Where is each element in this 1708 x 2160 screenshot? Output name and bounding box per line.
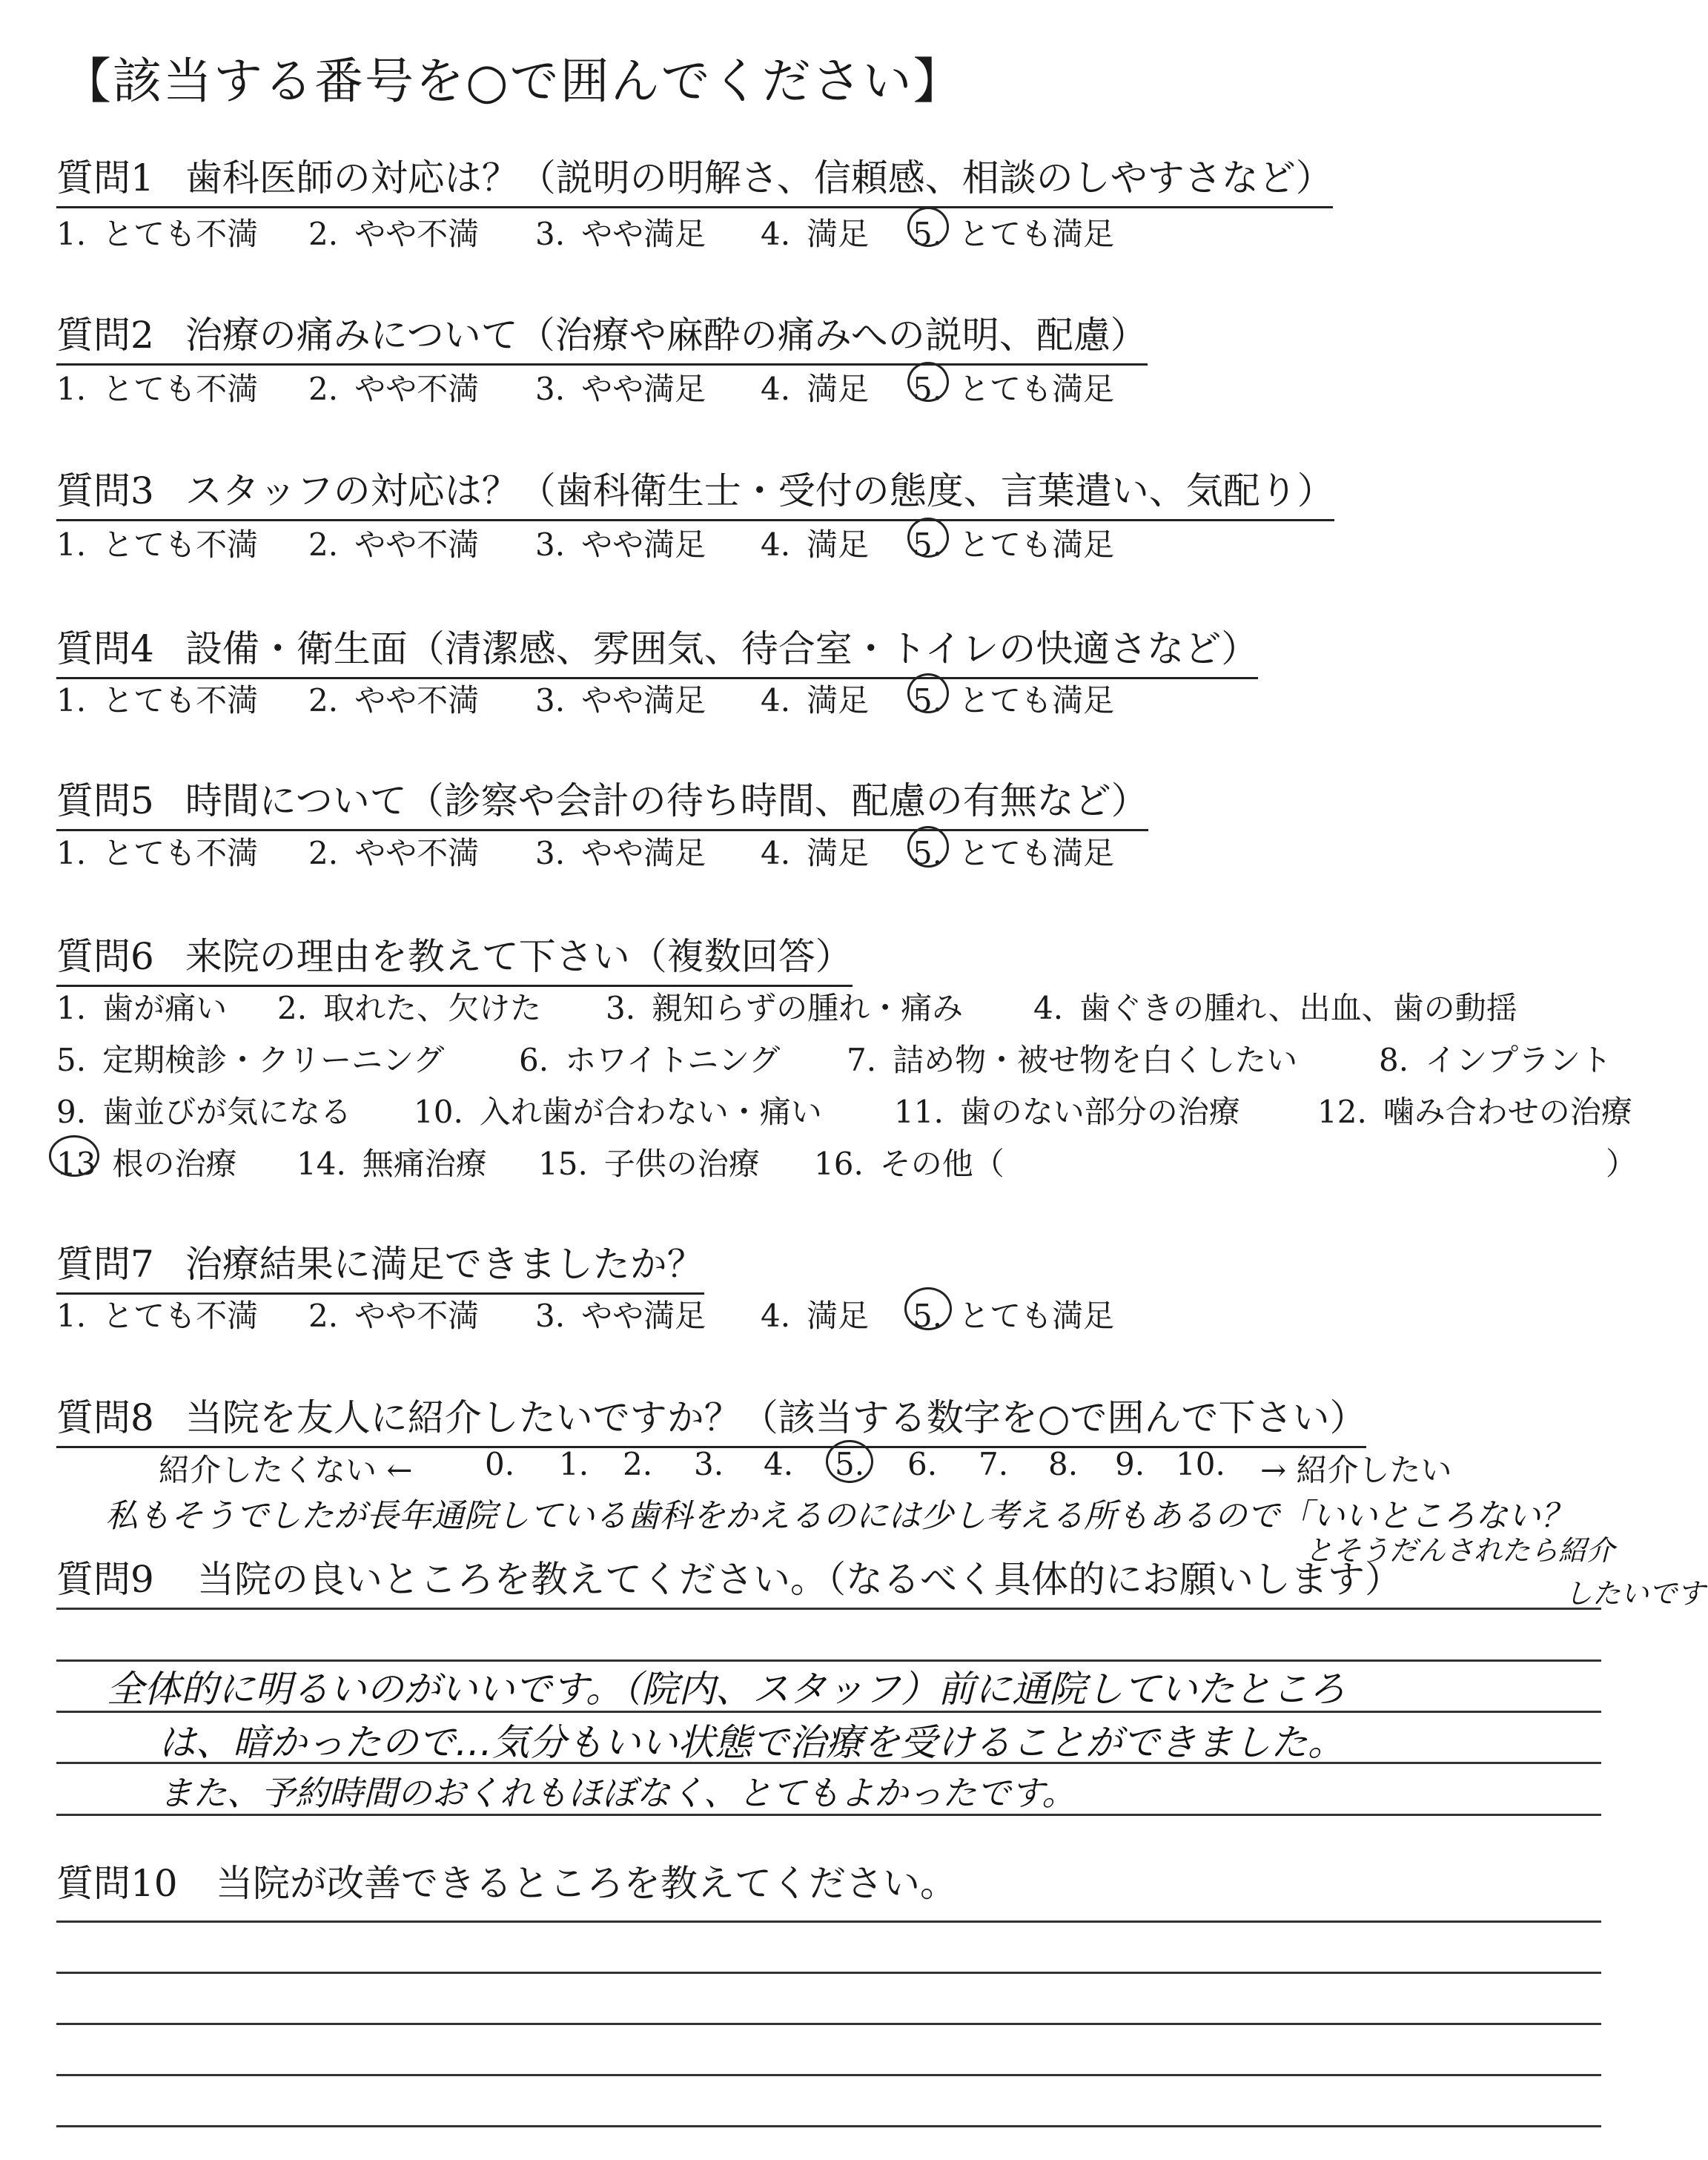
question-9-number: 質問9	[56, 1558, 154, 1601]
question-2-number: 質問2	[56, 314, 154, 357]
q10-answer-line-1[interactable]	[56, 1920, 1601, 1923]
question-3-text: スタッフの対応は？（歯科衛生士・受付の態度、言葉遣い、気配り）	[185, 469, 1334, 512]
q7-option-1[interactable]: 1. とても不満	[56, 1298, 259, 1334]
scale-1[interactable]: 1.	[559, 1446, 589, 1482]
scale-10[interactable]: 10.	[1176, 1446, 1225, 1482]
q5-option-5[interactable]: 5. とても満足	[913, 835, 1115, 871]
q4-option-5[interactable]: 5. とても満足	[913, 682, 1115, 719]
question-4-number: 質問4	[56, 627, 154, 670]
question-7-number: 質問7	[56, 1243, 154, 1286]
q6-option-12[interactable]: 12. 噛み合わせの治療	[1317, 1094, 1632, 1130]
scale-7[interactable]: 7.	[979, 1446, 1009, 1482]
q5-option-1[interactable]: 1. とても不満	[56, 835, 259, 871]
q1-option-4[interactable]: 4. 満足	[761, 216, 870, 252]
question-6-text: 来院の理由を教えて下さい（複数回答）	[185, 935, 853, 978]
q6-option-3[interactable]: 3. 親知らずの腫れ・痛み	[606, 990, 964, 1026]
q6-option-1[interactable]: 1. 歯が痛い	[56, 990, 228, 1026]
q7-option-5[interactable]: 5. とても満足	[913, 1298, 1115, 1334]
q2-selected-circle	[907, 362, 949, 402]
q8-handwritten-comment-line-3: したいです	[1564, 1577, 1706, 1610]
q6-option-15[interactable]: 15. 子供の治療	[538, 1146, 760, 1182]
question-7-heading	[56, 1235, 704, 1295]
q3-option-5[interactable]: 5. とても満足	[913, 526, 1115, 563]
q5-option-2[interactable]: 2. やや不満	[308, 835, 480, 871]
q6-option-8[interactable]: 8. インプラント	[1379, 1042, 1612, 1078]
question-3-heading	[56, 461, 1334, 521]
q8-handwritten-comment-line-1: 私もそうでしたが長年通院している歯科をかえるのには少し考える所もあるので「いいところない？	[105, 1497, 1573, 1535]
q2-option-4[interactable]: 4. 満足	[761, 371, 870, 407]
scale-6[interactable]: 6.	[907, 1446, 938, 1482]
question-9-text: 当院の良いところを教えてください。（なるべく具体的にお願いします）	[197, 1558, 1402, 1601]
q10-answer-line-3[interactable]	[56, 2023, 1601, 2025]
q6-selected-circle	[49, 1135, 99, 1177]
scale-2[interactable]: 2.	[623, 1446, 653, 1482]
question-7-text: 治療結果に満足できましたか？	[185, 1243, 704, 1286]
q5-option-3[interactable]: 3. やや満足	[535, 835, 706, 871]
q6-option-14[interactable]: 14. 無痛治療	[297, 1146, 487, 1182]
q4-selected-circle	[907, 673, 949, 713]
q1-option-3[interactable]: 3. やや満足	[535, 216, 706, 252]
scale-right-label: → 紹介したい	[1260, 1452, 1452, 1488]
question-2-heading	[56, 305, 1148, 366]
scale-5[interactable]: 5.	[835, 1446, 865, 1482]
q9-handwritten-answer-line-3: また、予約時間のおくれもほぼなく、とてもよかったです。	[159, 1773, 1076, 1813]
q4-option-4[interactable]: 4. 満足	[761, 682, 870, 719]
q7-option-4[interactable]: 4. 満足	[761, 1298, 870, 1334]
q2-option-1[interactable]: 1. とても不満	[56, 371, 259, 407]
q2-option-2[interactable]: 2. やや不満	[308, 371, 480, 407]
question-2-text: 治療の痛みについて（治療や麻酔の痛みへの説明、配慮）	[185, 314, 1148, 357]
q4-option-1[interactable]: 1. とても不満	[56, 682, 259, 719]
q10-answer-line-2[interactable]	[56, 1972, 1601, 1974]
q1-selected-circle	[907, 207, 949, 247]
question-1-number: 質問1	[56, 156, 154, 199]
question-6-number: 質問6	[56, 935, 154, 978]
q6-option-16-close: ）	[1606, 1146, 1638, 1182]
q6-option-9[interactable]: 9. 歯並びが気になる	[56, 1094, 352, 1130]
q6-option-13[interactable]: 13 根の治療	[56, 1146, 237, 1182]
question-8-number: 質問8	[56, 1396, 154, 1439]
question-5-heading	[56, 771, 1148, 831]
q2-option-3[interactable]: 3. やや満足	[535, 371, 706, 407]
form-title: 【該当する番号を○で囲んでください】	[62, 53, 964, 110]
q6-option-5[interactable]: 5. 定期検診・クリーニング	[56, 1042, 445, 1078]
q4-option-2[interactable]: 2. やや不満	[308, 682, 480, 719]
q6-option-6[interactable]: 6. ホワイトニング	[519, 1042, 781, 1078]
q3-selected-circle	[907, 518, 949, 558]
question-10-text: 当院が改善できるところを教えてください。	[216, 1862, 957, 1905]
question-8-text: 当院を友人に紹介したいですか？（該当する数字を○で囲んで下さい）	[185, 1396, 1367, 1439]
q9-handwritten-answer-line-2: は、暗かったので…気分もいい状態で治療を受けることができました。	[159, 1721, 1345, 1764]
q10-answer-line-4[interactable]	[56, 2074, 1601, 2076]
scale-9[interactable]: 9.	[1115, 1446, 1145, 1482]
question-8-heading	[56, 1388, 1366, 1448]
q6-option-4[interactable]: 4. 歯ぐきの腫れ、出血、歯の動揺	[1033, 990, 1517, 1026]
question-4-text: 設備・衛生面（清潔感、雰囲気、待合室・トイレの快適さなど）	[185, 627, 1259, 670]
q9-answer-line-1	[56, 1608, 1601, 1610]
scale-8[interactable]: 8.	[1048, 1446, 1079, 1482]
q9-handwritten-answer-line-1: 全体的に明るいのがいいです。（院内、スタッフ）前に通院していたところ	[107, 1668, 1345, 1711]
q3-option-3[interactable]: 3. やや満足	[535, 526, 706, 563]
q5-option-4[interactable]: 4. 満足	[761, 835, 870, 871]
q1-option-2[interactable]: 2. やや不満	[308, 216, 480, 252]
q3-option-4[interactable]: 4. 満足	[761, 526, 870, 563]
scale-left-label: 紹介したくない ←	[159, 1452, 413, 1488]
q5-selected-circle	[907, 826, 949, 868]
question-1-text: 歯科医師の対応は？（説明の明解さ、信頼感、相談のしやすさなど）	[185, 156, 1333, 199]
q2-option-5[interactable]: 5. とても満足	[913, 371, 1115, 407]
q7-selected-circle	[904, 1287, 952, 1330]
q6-option-16[interactable]: 16. その他（	[814, 1146, 1004, 1182]
q6-option-11[interactable]: 11. 歯のない部分の治療	[894, 1094, 1240, 1130]
q8-handwritten-comment-line-2: とそうだんされたら紹介	[1305, 1534, 1615, 1567]
q6-option-2[interactable]: 2. 取れた、欠けた	[277, 990, 542, 1026]
q10-answer-line-5[interactable]	[56, 2125, 1601, 2127]
q1-option-5[interactable]: 5. とても満足	[913, 216, 1115, 252]
q1-option-1[interactable]: 1. とても不満	[56, 216, 259, 252]
question-4-heading	[56, 619, 1258, 679]
question-10-number: 質問10	[56, 1862, 178, 1905]
q7-option-2[interactable]: 2. やや不満	[308, 1298, 480, 1334]
q4-option-3[interactable]: 3. やや満足	[535, 682, 706, 719]
scale-0[interactable]: 0.	[485, 1446, 515, 1482]
question-5-number: 質問5	[56, 779, 154, 822]
question-1-heading	[56, 148, 1333, 208]
q6-option-7[interactable]: 7. 詰め物・被せ物を白くしたい	[847, 1042, 1298, 1078]
q7-option-3[interactable]: 3. やや満足	[535, 1298, 706, 1334]
scale-4[interactable]: 4.	[764, 1446, 794, 1482]
q6-option-10[interactable]: 10. 入れ歯が合わない・痛い	[414, 1094, 822, 1130]
question-6-heading	[56, 927, 853, 987]
question-5-text: 時間について（診察や会計の待ち時間、配慮の有無など）	[185, 779, 1148, 822]
q8-selected-circle	[826, 1440, 873, 1483]
q3-option-1[interactable]: 1. とても不満	[56, 526, 259, 563]
scale-3[interactable]: 3.	[694, 1446, 724, 1482]
q3-option-2[interactable]: 2. やや不満	[308, 526, 480, 563]
question-3-number: 質問3	[56, 469, 154, 512]
